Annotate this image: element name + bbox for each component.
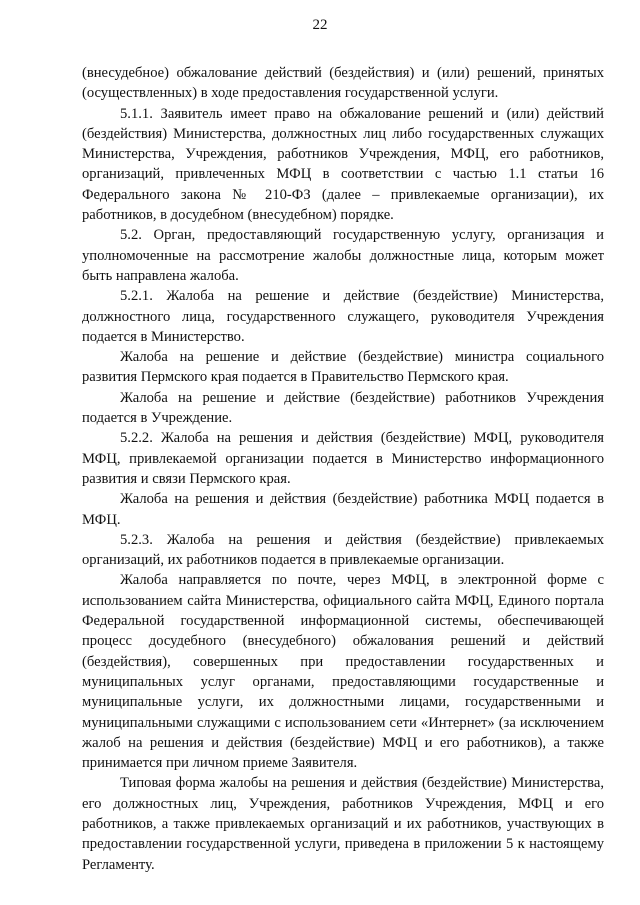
paragraph-5-2-2: 5.2.2. Жалоба на решения и действия (бездействие) МФЦ, руководителя МФЦ, привлекаемой организации подается в Министерство информационного развития и связи Пермского края. [82,430,604,487]
paragraph-standard-form: Типовая форма жалобы на решения и действия (бездействие) Министерства, его должностных лиц, Учреждения, работников Учреждения, МФЦ и его работников, а также привлекаемых организаций и их работников, участвующих в предоставлении государственной услуги, приведена в приложении 5 к настоящему Регламенту. [82,775,604,873]
paragraph-5-2-1: 5.2.1. Жалоба на решение и действие (бездействие) Министерства, должностного лица, государственного служащего, руководителя Учреждения подается в Министерство. [82,288,604,345]
paragraph-5-2: 5.2. Орган, предоставляющий государственную услугу, организация и уполномоченные на рассмотрение жалобы должностные лица, которым может быть направлена жалоба. [82,227,604,284]
paragraph-continuation: (внесудебное) обжалование действий (бездействия) и (или) решений, принятых (осуществленных) в ходе предоставления государственной услуги. [82,65,604,102]
paragraph-submission-methods: Жалоба направляется по почте, через МФЦ, в электронной форме с использованием сайта Министерства, официального сайта МФЦ, Единого портала Федеральной государственной информационной системы, обеспечивающей процесс досудебного (внесудебного) обжалования решений и действий (бездействия), совершенных при предоставлении государственных и муниципальных услуг органами, предоставляющими государственные и муниципальные услуги, их должностными лицами, государственными и муниципальными служащими с использованием сети «Интернет» (за исключением жалоб на решения и действия (бездействие) МФЦ и его работников), а также принимается при личном приеме Заявителя. [82,572,604,772]
paragraph-5-1-1: 5.1.1. Заявитель имеет право на обжалование решений и (или) действий (бездействия) Министерства, должностных лиц либо государственных служащих Министерства, Учреждения, работников Учреждения, МФЦ, его работников, организаций, привлеченных МФЦ в соответствии с частью 1.1 статьи 16 Федерального закона № 210-ФЗ (далее – привлекаемые организации), их работников, в досудебном (внесудебном) порядке. [82,105,604,224]
page-number: 22 [312,17,328,33]
paragraph-5-2-3: 5.2.3. Жалоба на решения и действия (бездействие) привлекаемых организаций, их работников подается в привлекаемые организации. [82,531,604,569]
document-body [82,63,604,875]
paragraph-minister-complaint: Жалоба на решение и действие (бездействие) министра социального развития Пермского края подается в Правительство Пермского края. [82,349,604,386]
paragraph-mfc-worker-complaint: Жалоба на решения и действия (бездействие) работника МФЦ подается в МФЦ. [82,491,604,528]
paragraph-institution-complaint: Жалоба на решение и действие (бездействие) работников Учреждения подается в Учреждение. [82,389,604,427]
